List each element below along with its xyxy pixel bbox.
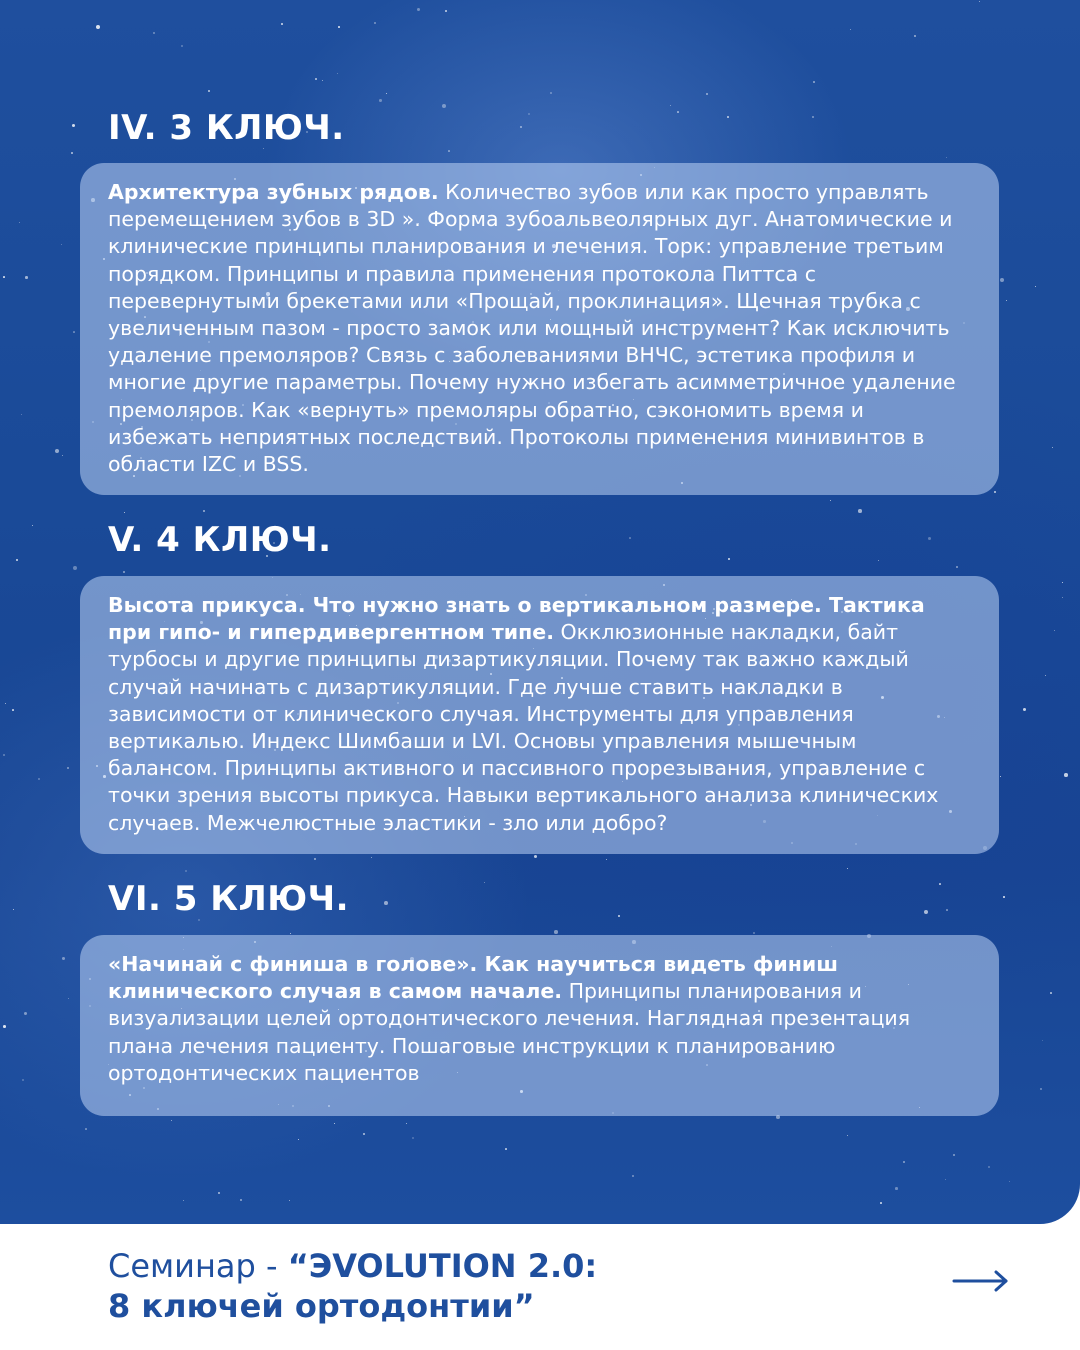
star-dot (448, 150, 450, 152)
star-dot (181, 45, 183, 47)
star-dot (946, 157, 947, 158)
star-dot (878, 560, 879, 561)
section-lead-key-4: Высота прикуса. Что нужно знать о вертикальном размере. Тактика при гипо- и гипердивергентном типе. (108, 593, 925, 645)
star-dot (386, 93, 387, 94)
star-dot (322, 80, 323, 81)
star-dot (208, 90, 210, 92)
star-dot (830, 500, 831, 501)
section-card-key-3 (80, 163, 999, 495)
star-dot (956, 566, 958, 568)
star-dot (1000, 278, 1004, 282)
star-dot (61, 244, 62, 245)
star-dot (412, 1137, 414, 1139)
star-dot (484, 882, 485, 883)
star-dot (371, 857, 372, 858)
star-dot (813, 81, 815, 83)
section-card-key-4 (80, 576, 999, 854)
star-dot (417, 8, 420, 11)
section-card-key-5 (80, 935, 999, 1116)
star-dot (55, 449, 59, 453)
star-dot (903, 1161, 905, 1163)
star-dot (812, 116, 814, 118)
star-dot (203, 510, 205, 512)
star-dot (1009, 1181, 1010, 1182)
star-dot (1040, 1088, 1042, 1090)
star-dot (753, 932, 755, 934)
star-dot (1000, 776, 1001, 777)
star-dot (727, 116, 729, 118)
star-dot (96, 25, 100, 29)
star-dot (1054, 630, 1055, 631)
star-dot (847, 868, 848, 869)
star-dot (334, 1123, 335, 1124)
section-body-key-5: Принципы планирования и визуализации целей ортодонтического лечения. Наглядная презентация плана лечения пациенту. Пошаговые инструкции к планированию ортодонтических пациентов (108, 979, 911, 1085)
star-dot (38, 778, 40, 780)
star-dot (946, 909, 948, 911)
star-dot (71, 152, 73, 154)
star-dot (632, 1175, 634, 1177)
star-dot (315, 78, 317, 80)
star-dot (677, 111, 679, 113)
section-heading-key-3: IV. 3 КЛЮЧ. (108, 108, 345, 148)
star-dot (924, 910, 928, 914)
star-dot (670, 105, 671, 106)
seminar-title (108, 1246, 597, 1326)
star-dot (939, 883, 941, 885)
star-dot (442, 104, 446, 108)
star-dot (32, 525, 33, 526)
star-dot (895, 1187, 898, 1190)
star-dot (445, 10, 447, 12)
star-dot (384, 901, 388, 905)
star-dot (363, 1133, 365, 1135)
star-dot (22, 1079, 24, 1081)
star-dot (16, 559, 18, 561)
star-dot (945, 1179, 946, 1180)
star-dot (1035, 286, 1036, 287)
star-dot (1052, 447, 1053, 448)
star-dot (1042, 1040, 1043, 1041)
star-dot (520, 126, 522, 128)
star-dot (528, 113, 530, 115)
star-dot (3, 754, 5, 756)
star-dot (314, 858, 316, 860)
star-dot (62, 957, 65, 960)
star-dot (1064, 773, 1068, 777)
star-dot (298, 1139, 299, 1140)
star-dot (123, 571, 125, 573)
star-dot (13, 909, 14, 910)
star-dot (1045, 675, 1046, 676)
star-dot (67, 767, 69, 769)
star-dot (728, 558, 730, 560)
star-dot (171, 1120, 172, 1121)
section-heading-key-4: V. 4 КЛЮЧ. (108, 520, 332, 560)
star-dot (379, 99, 382, 102)
star-dot (73, 566, 77, 570)
arrow-right-icon[interactable] (952, 1267, 1010, 1295)
star-dot (1006, 300, 1007, 301)
star-dot (153, 32, 155, 34)
star-dot (281, 23, 283, 25)
star-dot (183, 1200, 184, 1201)
seminar-prefix: Семинар - (108, 1247, 288, 1285)
star-dot (505, 1148, 507, 1150)
star-dot (3, 276, 5, 278)
star-dot (289, 1200, 290, 1201)
star-dot (880, 1202, 882, 1204)
star-dot (914, 35, 916, 37)
star-dot (185, 870, 187, 872)
section-body-key-3: Количество зубов или как просто управлять перемещением зубов в 3D ». Форма зубоальвеолярных дуг. Анатомические и клинические принципы планирования и лечения. Торк: управление третьим порядком. Принципы и правила применения протокола Питтса с перевернутыми брекетами или «Прощай, проклинация». Щечная трубка с увеличенным пазом - просто замок или мощный инструмент? Как исключить удаление премоляров? Связь с заболеваниями ВНЧС, эстетика профиля и многие другие параметры. Почему нужно избегать асимметричное удаление премоляров. Как «вернуть» премоляры обратно, сэкономить время и избежать неприятных последствий. Протоколы применения минивинтов в области IZC и BSS. (108, 180, 956, 477)
star-dot (979, 1, 980, 2)
star-dot (73, 331, 75, 333)
star-dot (706, 93, 708, 95)
star-dot (1003, 896, 1005, 898)
star-dot (338, 26, 340, 28)
star-dot (554, 930, 558, 934)
star-dot (3, 1025, 6, 1028)
star-dot (1062, 582, 1063, 583)
star-dot (240, 1199, 242, 1201)
star-dot (953, 1154, 955, 1156)
section-lead-key-3: Архитектура зубных рядов. (108, 180, 439, 204)
star-dot (618, 915, 620, 917)
star-dot (550, 92, 552, 94)
star-dot (12, 709, 14, 711)
star-dot (198, 919, 200, 921)
star-dot (847, 1135, 848, 1136)
star-dot (629, 537, 631, 539)
star-dot (534, 855, 537, 858)
star-dot (24, 1012, 27, 1015)
seminar-title-line-2: 8 ключей ортодонтии” (108, 1287, 535, 1325)
star-dot (25, 276, 28, 279)
star-dot (994, 491, 996, 493)
star-dot (19, 222, 20, 223)
star-dot (263, 148, 264, 149)
star-dot (1062, 597, 1063, 598)
section-lead-key-5: «Начинай с финиша в голове». Как научиться видеть финиш клинического случая в самом начале. (108, 952, 838, 1004)
star-dot (72, 124, 75, 127)
star-dot (988, 1166, 990, 1168)
star-dot (85, 1128, 87, 1130)
star-dot (21, 414, 22, 415)
star-dot (1023, 708, 1026, 711)
star-dot (68, 998, 69, 999)
star-dot (124, 512, 125, 513)
star-dot (928, 537, 931, 540)
seminar-title-line-1: “ЭVOLUTION 2.0: (287, 1247, 598, 1285)
star-dot (374, 22, 376, 24)
section-heading-key-5: VI. 5 КЛЮЧ. (108, 879, 350, 919)
star-dot (218, 1192, 220, 1194)
star-dot (858, 509, 862, 513)
star-dot (850, 29, 851, 30)
section-body-key-4: Окклюзионные накладки, байт турбосы и другие принципы дизартикуляции. Почему так важно каждый случай начинать с дизартикуляции. Где лучше ставить накладки в зависимости от клинического случая. Инструменты для управления вертикалью. Индекс Шимбаши и LVI. Основы управления мышечным балансом. Принципы активного и пассивного прорезывания, управление с точки зрения высоты прикуса. Навыки вертикального анализа клинических случаев. Межчелюстные эластики - зло или добро? (108, 620, 939, 835)
star-dot (606, 859, 607, 860)
star-dot (337, 73, 338, 74)
star-dot (406, 1123, 407, 1124)
star-dot (5, 703, 6, 704)
star-dot (1050, 992, 1052, 994)
star-dot (62, 455, 63, 456)
star-dot (290, 933, 291, 934)
